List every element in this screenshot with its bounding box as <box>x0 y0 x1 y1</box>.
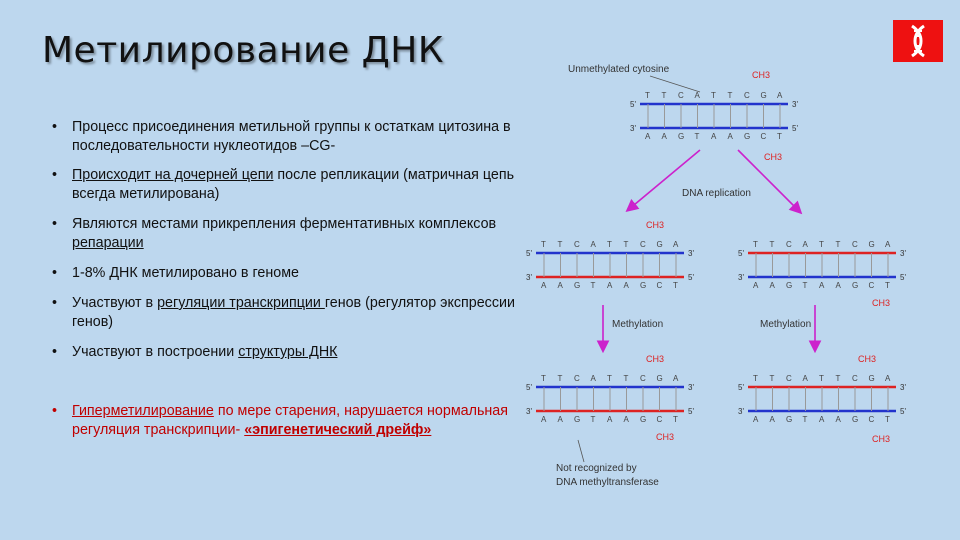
daughter-duplex-right-base-bottom: G <box>786 281 793 290</box>
final-duplex-left-base-top: T <box>557 374 563 383</box>
daughter-duplex-left-base-top: T <box>623 240 629 249</box>
parent-duplex-base-bottom: T <box>694 132 700 141</box>
daughter-duplex-right-base-top: T <box>753 240 758 249</box>
daughter-duplex-right-base-bottom: A <box>769 281 775 290</box>
bullet-underlined-text: репарации <box>72 234 144 251</box>
daughter-duplex-right-base-top: A <box>802 240 808 249</box>
bullet-underlined-text: Гиперметилирование <box>72 403 214 419</box>
daughter-duplex-left-base-bottom: T <box>590 281 596 290</box>
daughter-duplex-left-base-bottom: C <box>656 281 663 290</box>
daughter-duplex-right-base-top: T <box>769 240 775 249</box>
final-duplex-left-base-bottom: A <box>541 415 547 424</box>
daughter-duplex-left-base-top: C <box>640 240 646 249</box>
final-duplex-left-base-top: T <box>623 374 629 383</box>
daughter-duplex-left-base-bottom: G <box>574 281 581 290</box>
methyl-label: CH3 <box>656 432 675 442</box>
final-duplex-left-base-bottom: G <box>640 415 647 424</box>
parent-duplex-base-bottom: A <box>711 132 717 141</box>
daughter-duplex-left-base-top: C <box>574 240 580 249</box>
final-duplex-right-base-bottom: T <box>885 415 890 424</box>
final-duplex-left-base-bottom: A <box>557 415 563 424</box>
methyl-label: CH3 <box>858 354 877 364</box>
daughter-duplex-left-base-top: T <box>607 240 612 249</box>
bullet-item: • Участвуют в построении структуры ДНК <box>52 344 338 360</box>
daughter-duplex-left-end-label: 3' <box>526 273 532 282</box>
daughter-duplex-right-base-bottom: C <box>868 281 875 290</box>
bullet-item-highlight: • Гиперметилирование по мере старения, нарушается нормальная регуляция транскрипции- «эпигенетический дрейф» <box>52 403 508 438</box>
final-duplex-right-base-bottom: T <box>802 415 808 424</box>
final-duplex-right-end-label: 3' <box>900 383 906 392</box>
daughter-duplex-right-base-top: T <box>819 240 824 249</box>
bullet-text: 1-8% ДНК метилировано в геноме <box>72 265 299 281</box>
final-duplex-right-base-top: C <box>852 374 858 383</box>
final-duplex-right-base-top: G <box>868 374 875 383</box>
bullet-item: • Являются местами прикрепления ферментативных комплексов репарации <box>52 216 497 251</box>
daughter-duplex-left-base-bottom: A <box>541 281 547 290</box>
daughter-duplex-left-base-top: T <box>557 240 563 249</box>
methyl-label: CH3 <box>646 354 665 364</box>
parent-duplex-end-label: 5' <box>792 124 798 133</box>
daughter-duplex-left-base-bottom: A <box>623 281 629 290</box>
daughter-duplex-right-base-bottom: T <box>885 281 890 290</box>
bullet-text: по мере старения, нарушается нормальная регуляция транскрипции- <box>72 403 508 438</box>
daughter-duplex-right-base-bottom: A <box>819 281 825 290</box>
final-duplex-left-end-label: 3' <box>526 407 532 416</box>
parent-duplex-base-bottom: A <box>727 132 733 141</box>
daughter-duplex-right-end-label: 3' <box>738 273 744 282</box>
parent-duplex-base-bottom: G <box>744 132 751 141</box>
final-duplex-left-base-bottom: A <box>607 415 613 424</box>
daughter-duplex-right-base-top: C <box>786 240 792 249</box>
bullet-item: • Процесс присоединения метильной группы к остаткам цитозина в последовательности нуклеотидов –CG- <box>52 119 511 154</box>
parent-duplex-base-bottom: C <box>760 132 767 141</box>
methyl-label: CH3 <box>872 298 891 308</box>
daughter-duplex-right-end-label: 3' <box>900 249 906 258</box>
bullet-text: Процесс присоединения метильной группы к остаткам цитозина в последовательности нуклеотидов –CG- <box>72 119 511 154</box>
final-duplex-right-end-label: 3' <box>738 407 744 416</box>
daughter-duplex-left-base-top: A <box>673 240 679 249</box>
replication-arrow-left <box>628 150 700 210</box>
bullet-item: • 1-8% ДНК метилировано в геноме <box>52 265 299 281</box>
final-duplex-right-base-top: T <box>819 374 824 383</box>
final-duplex-right-end-label: 5' <box>900 407 906 416</box>
final-duplex-right-base-top: T <box>753 374 758 383</box>
final-duplex-right-base-top: A <box>802 374 808 383</box>
final-duplex-left-base-top: G <box>656 374 663 383</box>
methyl-label: CH3 <box>752 70 771 80</box>
final-duplex-left-base-bottom: A <box>623 415 629 424</box>
daughter-duplex-left-base-bottom: A <box>557 281 563 290</box>
bullet-text: Являются местами прикрепления ферментативных комплексов <box>72 216 497 232</box>
daughter-duplex-left-base-top: G <box>656 240 663 249</box>
parent-duplex-base-top: A <box>694 91 700 100</box>
dna-methyltransferase-label: DNA methyltransferase <box>556 477 659 488</box>
final-duplex-left-base-bottom: T <box>673 415 678 424</box>
parent-duplex-base-top: C <box>744 91 750 100</box>
final-duplex-left-base-top: C <box>640 374 646 383</box>
final-duplex-right-base-top: T <box>835 374 841 383</box>
daughter-duplex-right-base-bottom: G <box>852 281 859 290</box>
final-duplex-right-base-bottom: A <box>835 415 841 424</box>
final-duplex-right-base-bottom: C <box>868 415 875 424</box>
methyl-label: CH3 <box>646 220 665 230</box>
slide-title: Метилирование ДНК <box>42 30 444 71</box>
parent-duplex-base-top: G <box>760 91 767 100</box>
parent-duplex-base-bottom: A <box>645 132 651 141</box>
daughter-duplex-right-base-bottom: A <box>835 281 841 290</box>
bullet-bold-text: «эпигенетический дрейф» <box>244 421 432 438</box>
daughter-duplex-right-base-top: C <box>852 240 858 249</box>
final-duplex-left-base-top: A <box>673 374 679 383</box>
daughter-duplex-left-base-bottom: T <box>673 281 678 290</box>
final-duplex-right-end-label: 5' <box>738 383 744 392</box>
bullet-item: • Участвуют в регуляции транскрипции генов (регулятор экспрессии генов) <box>52 295 515 330</box>
methyl-label: CH3 <box>764 152 783 162</box>
bullet-underlined-text: структуры ДНК <box>238 344 338 360</box>
label-pointer <box>578 440 584 462</box>
bullet-underlined-text: Происходит на дочерней цепи <box>72 167 274 183</box>
daughter-duplex-right-base-top: G <box>868 240 875 249</box>
parent-duplex-base-bottom: A <box>661 132 667 141</box>
final-duplex-right-base-top: C <box>786 374 792 383</box>
final-duplex-left-base-bottom: C <box>656 415 663 424</box>
parent-duplex-base-bottom: T <box>777 132 782 141</box>
bullet-text: генов (регулятор экспрессии генов) <box>72 295 515 330</box>
bullet-item: • Происходит на дочерней цепи после репликации (матричная цепь всегда метилирована) <box>52 167 515 202</box>
bullet-text: Участвуют в <box>72 295 158 311</box>
final-duplex-left-base-top: T <box>607 374 612 383</box>
parent-duplex-base-top: A <box>777 91 783 100</box>
parent-duplex-end-label: 3' <box>792 100 798 109</box>
final-duplex-right-base-bottom: A <box>769 415 775 424</box>
final-duplex-left-end-label: 3' <box>688 383 694 392</box>
parent-duplex-base-top: T <box>711 91 716 100</box>
daughter-duplex-left-end-label: 5' <box>526 249 532 258</box>
methylation-label-left: Methylation <box>612 319 664 330</box>
final-duplex-left-base-top: A <box>590 374 596 383</box>
daughter-duplex-left-end-label: 5' <box>688 273 694 282</box>
daughter-duplex-left-end-label: 3' <box>688 249 694 258</box>
final-duplex-left-base-bottom: G <box>574 415 581 424</box>
methylation-label-right: Methylation <box>760 319 812 330</box>
daughter-duplex-left-base-bottom: A <box>607 281 613 290</box>
daughter-duplex-left-base-top: A <box>590 240 596 249</box>
parent-duplex-base-top: T <box>645 91 650 100</box>
parent-duplex-base-top: T <box>661 91 667 100</box>
daughter-duplex-right-base-top: A <box>885 240 891 249</box>
daughter-duplex-right-base-bottom: T <box>802 281 808 290</box>
bullet-text: после репликации (матричная цепь всегда метилирована) <box>72 167 515 202</box>
dna-replication-label: DNA replication <box>682 188 751 199</box>
parent-duplex-base-top: C <box>678 91 684 100</box>
parent-duplex-end-label: 5' <box>630 100 636 109</box>
bullet-underlined-text: регуляции транскрипции <box>157 295 325 311</box>
parent-duplex-end-label: 3' <box>630 124 636 133</box>
label-pointer <box>650 76 700 92</box>
final-duplex-right-base-top: T <box>769 374 775 383</box>
daughter-duplex-right-end-label: 5' <box>738 249 744 258</box>
final-duplex-right-base-top: A <box>885 374 891 383</box>
methyl-label: CH3 <box>872 434 891 444</box>
bullet-text: Участвуют в построении <box>72 344 239 360</box>
final-duplex-right-base-bottom: A <box>819 415 825 424</box>
not-recognized-label: Not recognized by <box>556 463 637 474</box>
final-duplex-right-base-bottom: G <box>786 415 793 424</box>
daughter-duplex-left-base-top: T <box>541 240 546 249</box>
daughter-duplex-right-end-label: 5' <box>900 273 906 282</box>
final-duplex-left-base-bottom: T <box>590 415 596 424</box>
final-duplex-right-base-bottom: A <box>753 415 759 424</box>
final-duplex-right-base-bottom: G <box>852 415 859 424</box>
final-duplex-left-base-top: T <box>541 374 546 383</box>
parent-duplex-base-top: T <box>727 91 733 100</box>
final-duplex-left-end-label: 5' <box>526 383 532 392</box>
final-duplex-left-base-top: C <box>574 374 580 383</box>
daughter-duplex-right-base-bottom: A <box>753 281 759 290</box>
unmethylated-cytosine-label: Unmethylated cytosine <box>568 64 670 75</box>
daughter-duplex-right-base-top: T <box>835 240 841 249</box>
final-duplex-left-end-label: 5' <box>688 407 694 416</box>
parent-duplex-base-bottom: G <box>678 132 685 141</box>
daughter-duplex-left-base-bottom: G <box>640 281 647 290</box>
